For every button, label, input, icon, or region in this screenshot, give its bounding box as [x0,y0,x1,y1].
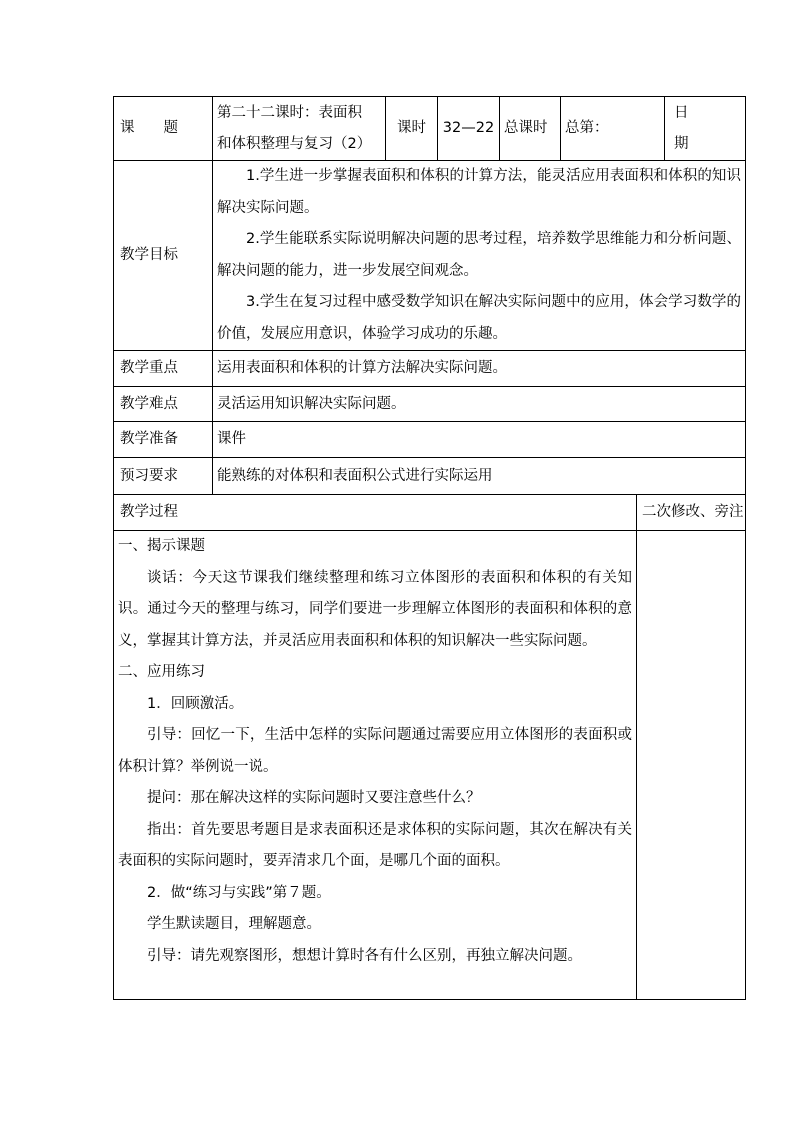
header-row [114,97,746,161]
date-line-1: 日 [674,104,689,121]
process-paragraph: 学生默读题目，理解题意。 [147,916,321,932]
total-value: 总第： [561,97,665,161]
topic-line-2: 和体积整理与复习（2） [217,135,372,152]
topic-label [114,97,213,161]
goal-item-2: 2.学生能联系实际说明解决问题的思考过程，培养数学思维能力和分析问题、解决问题的能力，进一步发展空间观念。 [217,231,741,279]
preview-row [114,458,746,495]
process-paragraph: 2．做“练习与实践”第７题。 [147,884,331,901]
total-periods-label: 总课时 [500,97,561,161]
preparation-label: 教学准备 [114,422,213,458]
goals-row [114,161,746,351]
process-header-row [114,495,746,531]
date-line-2: 期 [674,135,689,152]
process-paragraph: 引导：回忆一下，生活中怎样的实际问题通过需要应用立体图形的表面积或体积计算？举例说一说。 [118,727,632,775]
difficulties-row [114,387,746,422]
date-cell [665,97,746,161]
period-label: 课时 [386,97,438,161]
process-content-row [114,531,746,1000]
topic-label-text: 课 题 [120,120,178,137]
process-heading-2: 二、应用练习 [118,664,205,680]
goal-item-1: 1.学生进一步掌握表面积和体积的计算方法，能灵活应用表面积和体积的知识解决实际问题。 [217,168,741,216]
difficulties-value: 灵活运用知识解决实际问题。 [213,387,746,422]
key-points-label: 教学重点 [114,351,213,387]
key-points-row [114,351,746,387]
process-paragraph: 指出：首先要思考题目是求表面积还是求体积的实际问题，其次在解决有关表面积的实际问题时，要弄清求几个面，是哪几个面的面积。 [118,821,632,869]
topic-cell [213,97,386,161]
preview-value: 能熟练的对体积和表面积公式进行实际运用 [213,458,746,495]
key-points-value: 运用表面积和体积的计算方法解决实际问题。 [213,351,746,387]
lesson-plan-table [113,96,746,1000]
notes-column [637,531,746,1000]
topic-line-1: 第二十二课时：表面积 [217,104,362,121]
process-heading-1: 一、揭示课题 [118,538,205,554]
process-paragraph: 引导：请先观察图形，想想计算时各有什么区别，再独立解决问题。 [147,947,582,964]
goal-item-3: 3.学生在复习过程中感受数学知识在解决实际问题中的应用，体会学习数学的价值，发展应用意识，体验学习成功的乐趣。 [217,294,741,342]
goals-content [213,161,746,351]
process-paragraph: 提问：那在解决这样的实际问题时又要注意些什么？ [147,790,481,806]
preview-label: 预习要求 [114,458,213,495]
difficulties-label: 教学难点 [114,387,213,422]
notes-label: 二次修改、旁注 [637,495,746,531]
period-value: 32—22 [438,97,500,161]
process-content [114,531,637,1000]
process-label: 教学过程 [114,495,637,531]
preparation-value: 课件 [213,422,746,458]
process-paragraph: 1．回顾激活。 [147,695,244,712]
preparation-row [114,422,746,458]
process-paragraph: 谈话：今天这节课我们继续整理和练习立体图形的表面积和体积的有关知识。通过今天的整理与练习，同学们要进一步理解立体图形的表面积和体积的意义，掌握其计算方法，并灵活应用表面积和体积的知识解决一些实际问题。 [118,569,632,649]
goals-label: 教学目标 [114,161,213,351]
